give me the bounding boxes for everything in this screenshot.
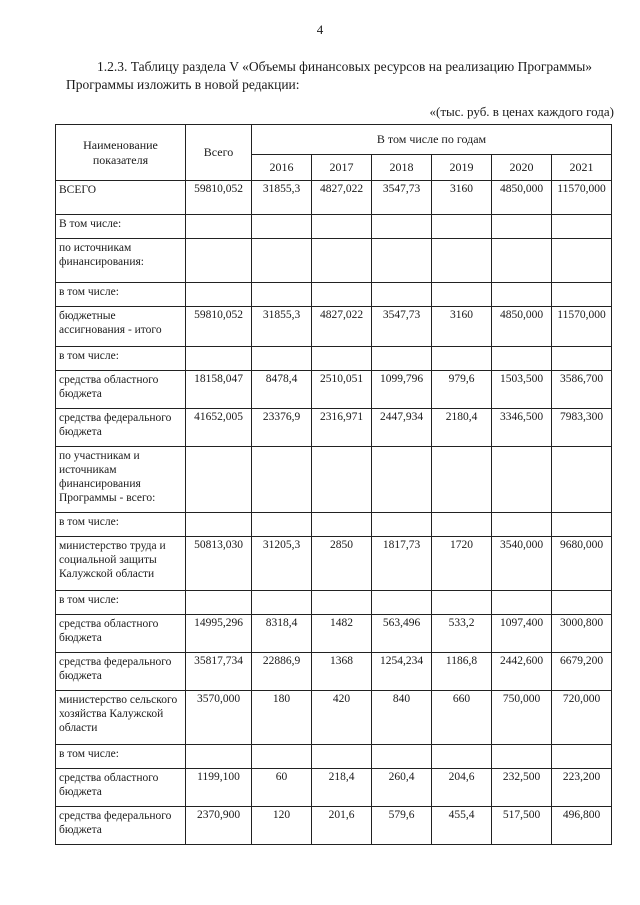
row-year-value: 1186,8: [432, 653, 492, 691]
row-year-value: 2442,600: [492, 653, 552, 691]
row-year-value: 8478,4: [252, 371, 312, 409]
row-label: министерство сельского хозяйства Калужской области: [56, 691, 186, 745]
page-number: 4: [316, 22, 324, 37]
table-body: [56, 181, 612, 845]
table-row: [56, 615, 612, 653]
row-year-value: [432, 745, 492, 769]
row-label: В том числе:: [56, 215, 186, 239]
row-year-value: [312, 745, 372, 769]
row-year-value: 1254,234: [372, 653, 432, 691]
row-year-value: 22886,9: [252, 653, 312, 691]
row-year-value: 720,000: [552, 691, 612, 745]
row-year-value: [492, 447, 552, 513]
row-year-value: [252, 513, 312, 537]
row-label: по источникам финансирования:: [56, 239, 186, 283]
row-year-value: [252, 591, 312, 615]
row-label: в том числе:: [56, 745, 186, 769]
row-year-value: [372, 347, 432, 371]
row-label: средства областного бюджета: [56, 371, 186, 409]
row-year-value: 6679,200: [552, 653, 612, 691]
row-year-value: [252, 283, 312, 307]
row-year-value: 979,6: [432, 371, 492, 409]
row-year-value: [552, 447, 612, 513]
row-year-value: 420: [312, 691, 372, 745]
row-year-value: 1097,400: [492, 615, 552, 653]
units-note: «(тыс. руб. в ценах каждого года): [429, 104, 614, 119]
row-year-value: [492, 591, 552, 615]
row-total: [186, 447, 252, 513]
row-year-value: [432, 239, 492, 283]
table-row: [56, 691, 612, 745]
header-year: 2017: [312, 155, 372, 181]
intro-line-1: 1.2.3. Таблицу раздела V «Объемы финансовых ресурсов на реализацию Программы»: [97, 59, 593, 74]
row-year-value: 3540,000: [492, 537, 552, 591]
row-year-value: 1720: [432, 537, 492, 591]
table-row: [56, 513, 612, 537]
row-year-value: [372, 215, 432, 239]
table-row: [56, 347, 612, 371]
row-year-value: 2850: [312, 537, 372, 591]
row-year-value: 4850,000: [492, 181, 552, 215]
row-year-value: [372, 447, 432, 513]
row-year-value: 496,800: [552, 807, 612, 845]
row-year-value: 218,4: [312, 769, 372, 807]
row-year-value: [252, 215, 312, 239]
row-year-value: 533,2: [432, 615, 492, 653]
row-total: [186, 347, 252, 371]
row-year-value: [312, 447, 372, 513]
row-year-value: [372, 239, 432, 283]
row-year-value: 31205,3: [252, 537, 312, 591]
row-year-value: 8318,4: [252, 615, 312, 653]
row-year-value: 180: [252, 691, 312, 745]
row-label: ВСЕГО: [56, 181, 186, 215]
row-year-value: [252, 447, 312, 513]
row-year-value: 3346,500: [492, 409, 552, 447]
row-year-value: [492, 745, 552, 769]
table-row: [56, 239, 612, 283]
row-total: 41652,005: [186, 409, 252, 447]
row-total: 3570,000: [186, 691, 252, 745]
row-year-value: 3000,800: [552, 615, 612, 653]
row-year-value: [372, 283, 432, 307]
table-row: [56, 537, 612, 591]
row-total: 59810,052: [186, 181, 252, 215]
row-label: по участникам и источникам финансирования Программы - всего:: [56, 447, 186, 513]
row-year-value: [252, 347, 312, 371]
row-year-value: [312, 591, 372, 615]
table-row: [56, 371, 612, 409]
header-year: 2021: [552, 155, 612, 181]
row-total: 50813,030: [186, 537, 252, 591]
row-label: средства федерального бюджета: [56, 653, 186, 691]
row-year-value: 2180,4: [432, 409, 492, 447]
row-year-value: 517,500: [492, 807, 552, 845]
row-year-value: 840: [372, 691, 432, 745]
header-year: 2020: [492, 155, 552, 181]
intro-line-2: Программы изложить в новой редакции:: [66, 77, 300, 92]
row-year-value: 3547,73: [372, 307, 432, 347]
row-label: средства областного бюджета: [56, 615, 186, 653]
row-year-value: [552, 513, 612, 537]
row-year-value: 1099,796: [372, 371, 432, 409]
row-year-value: 2447,934: [372, 409, 432, 447]
row-total: [186, 239, 252, 283]
row-year-value: [552, 215, 612, 239]
table-row: [56, 409, 612, 447]
table-row: [56, 807, 612, 845]
row-total: 59810,052: [186, 307, 252, 347]
row-year-value: [492, 283, 552, 307]
table-row: [56, 283, 612, 307]
table-row: [56, 215, 612, 239]
header-by-years: В том числе по годам: [252, 125, 612, 155]
row-year-value: [432, 283, 492, 307]
row-label: средства областного бюджета: [56, 769, 186, 807]
row-year-value: 660: [432, 691, 492, 745]
row-year-value: 260,4: [372, 769, 432, 807]
table-row: [56, 181, 612, 215]
table-row: [56, 653, 612, 691]
row-year-value: 2316,971: [312, 409, 372, 447]
header-name: Наименование показателя: [56, 125, 186, 181]
row-year-value: [552, 239, 612, 283]
row-year-value: 3547,73: [372, 181, 432, 215]
row-total: 18158,047: [186, 371, 252, 409]
table-row: [56, 447, 612, 513]
row-label: в том числе:: [56, 283, 186, 307]
row-year-value: 204,6: [432, 769, 492, 807]
row-year-value: 579,6: [372, 807, 432, 845]
row-total: [186, 513, 252, 537]
row-label: министерство труда и социальной защиты Калужской области: [56, 537, 186, 591]
row-year-value: [492, 215, 552, 239]
intro-paragraph: [66, 58, 611, 94]
row-year-value: 455,4: [432, 807, 492, 845]
row-year-value: 201,6: [312, 807, 372, 845]
row-year-value: [432, 513, 492, 537]
row-year-value: [552, 591, 612, 615]
row-year-value: [372, 745, 432, 769]
row-year-value: [432, 591, 492, 615]
row-year-value: 4827,022: [312, 181, 372, 215]
row-total: 35817,734: [186, 653, 252, 691]
row-year-value: [492, 513, 552, 537]
row-year-value: 3160: [432, 181, 492, 215]
row-year-value: 23376,9: [252, 409, 312, 447]
row-year-value: 1503,500: [492, 371, 552, 409]
row-total: 2370,900: [186, 807, 252, 845]
row-year-value: 3586,700: [552, 371, 612, 409]
row-year-value: [312, 239, 372, 283]
header-year: 2019: [432, 155, 492, 181]
row-year-value: [492, 347, 552, 371]
row-year-value: 1817,73: [372, 537, 432, 591]
row-year-value: 9680,000: [552, 537, 612, 591]
row-total: [186, 745, 252, 769]
row-year-value: 31855,3: [252, 181, 312, 215]
row-year-value: 31855,3: [252, 307, 312, 347]
row-year-value: 4850,000: [492, 307, 552, 347]
row-label: бюджетные ассигнования - итого: [56, 307, 186, 347]
financing-table: [55, 124, 612, 845]
row-year-value: 1368: [312, 653, 372, 691]
row-year-value: [552, 347, 612, 371]
row-year-value: 4827,022: [312, 307, 372, 347]
row-total: [186, 591, 252, 615]
table-row: [56, 769, 612, 807]
table-row: [56, 307, 612, 347]
row-year-value: 232,500: [492, 769, 552, 807]
row-year-value: [312, 283, 372, 307]
row-year-value: 223,200: [552, 769, 612, 807]
row-year-value: 563,496: [372, 615, 432, 653]
row-year-value: 11570,000: [552, 181, 612, 215]
row-year-value: [432, 447, 492, 513]
header-total: Всего: [186, 125, 252, 181]
row-year-value: [432, 215, 492, 239]
row-year-value: [372, 513, 432, 537]
row-year-value: [552, 283, 612, 307]
row-total: 14995,296: [186, 615, 252, 653]
row-year-value: 120: [252, 807, 312, 845]
row-label: в том числе:: [56, 513, 186, 537]
row-year-value: [552, 745, 612, 769]
row-year-value: [492, 239, 552, 283]
row-year-value: 750,000: [492, 691, 552, 745]
row-year-value: [312, 347, 372, 371]
row-year-value: 1482: [312, 615, 372, 653]
row-year-value: [252, 745, 312, 769]
header-year: 2018: [372, 155, 432, 181]
row-total: [186, 283, 252, 307]
row-year-value: 7983,300: [552, 409, 612, 447]
table-row: [56, 591, 612, 615]
row-label: средства федерального бюджета: [56, 409, 186, 447]
row-year-value: [312, 215, 372, 239]
row-label: в том числе:: [56, 347, 186, 371]
row-year-value: 60: [252, 769, 312, 807]
row-label: в том числе:: [56, 591, 186, 615]
row-year-value: [432, 347, 492, 371]
row-total: [186, 215, 252, 239]
row-year-value: 3160: [432, 307, 492, 347]
row-year-value: 11570,000: [552, 307, 612, 347]
row-label: средства федерального бюджета: [56, 807, 186, 845]
table-row: [56, 745, 612, 769]
row-year-value: 2510,051: [312, 371, 372, 409]
header-year: 2016: [252, 155, 312, 181]
row-year-value: [312, 513, 372, 537]
row-year-value: [252, 239, 312, 283]
row-total: 1199,100: [186, 769, 252, 807]
row-year-value: [372, 591, 432, 615]
